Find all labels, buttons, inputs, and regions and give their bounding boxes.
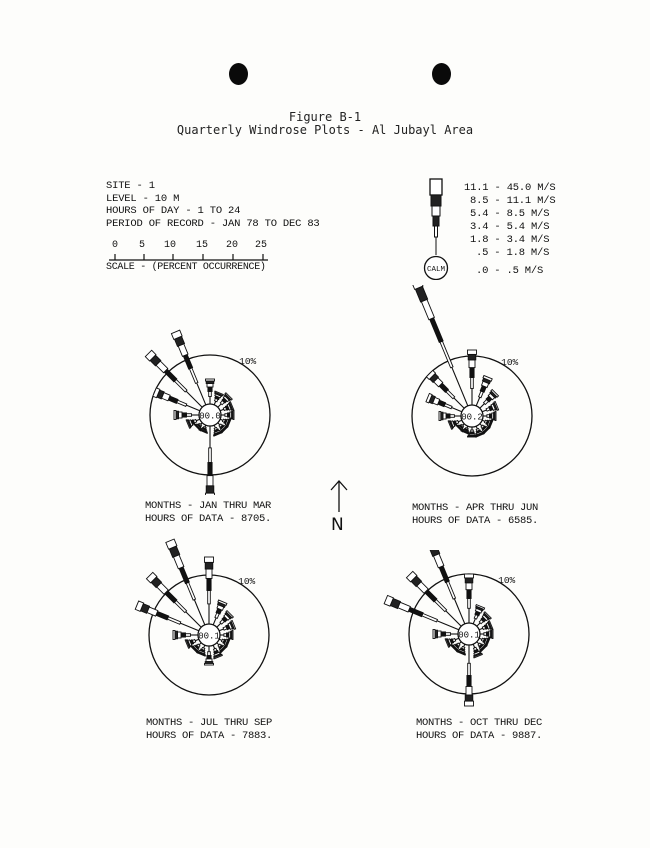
ring-percent-label: 10% [501, 357, 519, 369]
legend-row: .0 - .5 M/S [476, 265, 544, 277]
calm-label: CALM [426, 266, 446, 274]
windrose-petal-W [173, 631, 198, 640]
windrose-petal-N [206, 379, 215, 404]
ring-percent-label: 10% [498, 575, 516, 587]
scale-tick-label: 20 [226, 240, 239, 251]
caption-jul-sep [146, 717, 272, 743]
windrose-petal-E [221, 411, 234, 420]
windrose-petal-W [174, 411, 199, 420]
hours-label: HOURS OF DATA - 7883. [146, 730, 273, 742]
caption-oct-dec [416, 717, 542, 743]
figure-number: Figure B-1 [288, 110, 362, 124]
windrose-petal-NNW [426, 550, 469, 626]
windrose-petal-NNW [410, 285, 472, 408]
windrose-petal-WNW [135, 601, 200, 635]
scale-tick-label: 25 [255, 240, 268, 251]
scale-tick-label: 10 [164, 240, 177, 251]
legend-bar-11-45 [430, 179, 442, 195]
punch-hole-right-icon [432, 63, 451, 85]
figure-title: Quarterly Windrose Plots - Al Jubayl Area [176, 123, 474, 137]
windrose-petal-NNE [472, 375, 492, 407]
legend-row: .5 - 1.8 M/S [476, 247, 550, 259]
legend-row: 3.4 - 5.4 M/S [470, 221, 550, 233]
scale-tick-label: 15 [196, 240, 209, 251]
windrose-oct-dec [375, 550, 555, 730]
ring-percent-label: 10% [239, 356, 257, 368]
windrose-jan-mar [125, 315, 295, 495]
legend-row: 11.1 - 45.0 M/S [464, 182, 556, 194]
scale-tick-label: 5 [139, 240, 146, 251]
windrose-apr-jun [385, 285, 560, 495]
windrose-petal-W [433, 630, 458, 639]
months-label: MONTHS - JUL THRU SEP [146, 717, 273, 729]
hours-label: HOURS OF DATA - 9887. [416, 730, 543, 742]
calm-percent-label: 00.1 [458, 630, 480, 641]
hours-of-day-line: HOURS OF DAY - 1 TO 24 [106, 205, 241, 218]
windrose-petal-W [439, 412, 461, 421]
scale-caption: SCALE - (PERCENT OCCURRENCE) [106, 262, 266, 273]
windrose-jul-sep [125, 530, 295, 710]
site-line: SITE - 1 [106, 180, 155, 192]
period-of-record-line: PERIOD OF RECORD - JAN 78 TO DEC 83 [106, 217, 320, 230]
legend-row: 1.8 - 3.4 M/S [470, 234, 550, 246]
hours-label: HOURS OF DATA - 8705. [145, 513, 272, 525]
caption-apr-jun [412, 502, 538, 528]
windrose-petal-N [465, 574, 474, 623]
legend-bar-5-8 [432, 206, 440, 216]
ring-percent-label: 10% [238, 576, 256, 588]
calm-percent-label: 00.1 [198, 631, 220, 642]
windrose-petal-E [480, 630, 493, 639]
windrose-petal-E [483, 412, 496, 421]
north-label: N [331, 515, 344, 535]
windrose-petal-N [205, 557, 214, 624]
windrose-petal-S [206, 426, 215, 495]
windrose-petal-N [468, 350, 477, 405]
windrose-petal-E [220, 631, 233, 640]
legend-bar-3-5 [433, 216, 439, 226]
legend-row: 8.5 - 11.1 M/S [470, 195, 556, 207]
legend-bar-1-3 [435, 226, 438, 237]
punch-hole-left-icon [229, 63, 248, 85]
calm-percent-label: 00.0 [199, 411, 221, 422]
scale-tick-label: 0 [112, 240, 119, 251]
site-info [106, 180, 320, 230]
north-arrow-icon [329, 478, 349, 514]
months-label: MONTHS - OCT THRU DEC [416, 717, 543, 729]
hours-label: HOURS OF DATA - 6585. [412, 515, 539, 527]
windrose-petal-NNE [209, 600, 227, 627]
caption-jan-mar [145, 500, 271, 526]
legend-row: 5.4 - 8.5 M/S [470, 208, 550, 220]
legend-bar-8-11 [431, 195, 441, 206]
level-line: LEVEL - 10 M [106, 192, 180, 205]
calm-percent-label: 00.2 [461, 412, 483, 423]
speed-legend-graphic [414, 176, 460, 280]
months-label: MONTHS - JAN THRU MAR [145, 500, 272, 512]
months-label: MONTHS - APR THRU JUN [412, 502, 539, 514]
